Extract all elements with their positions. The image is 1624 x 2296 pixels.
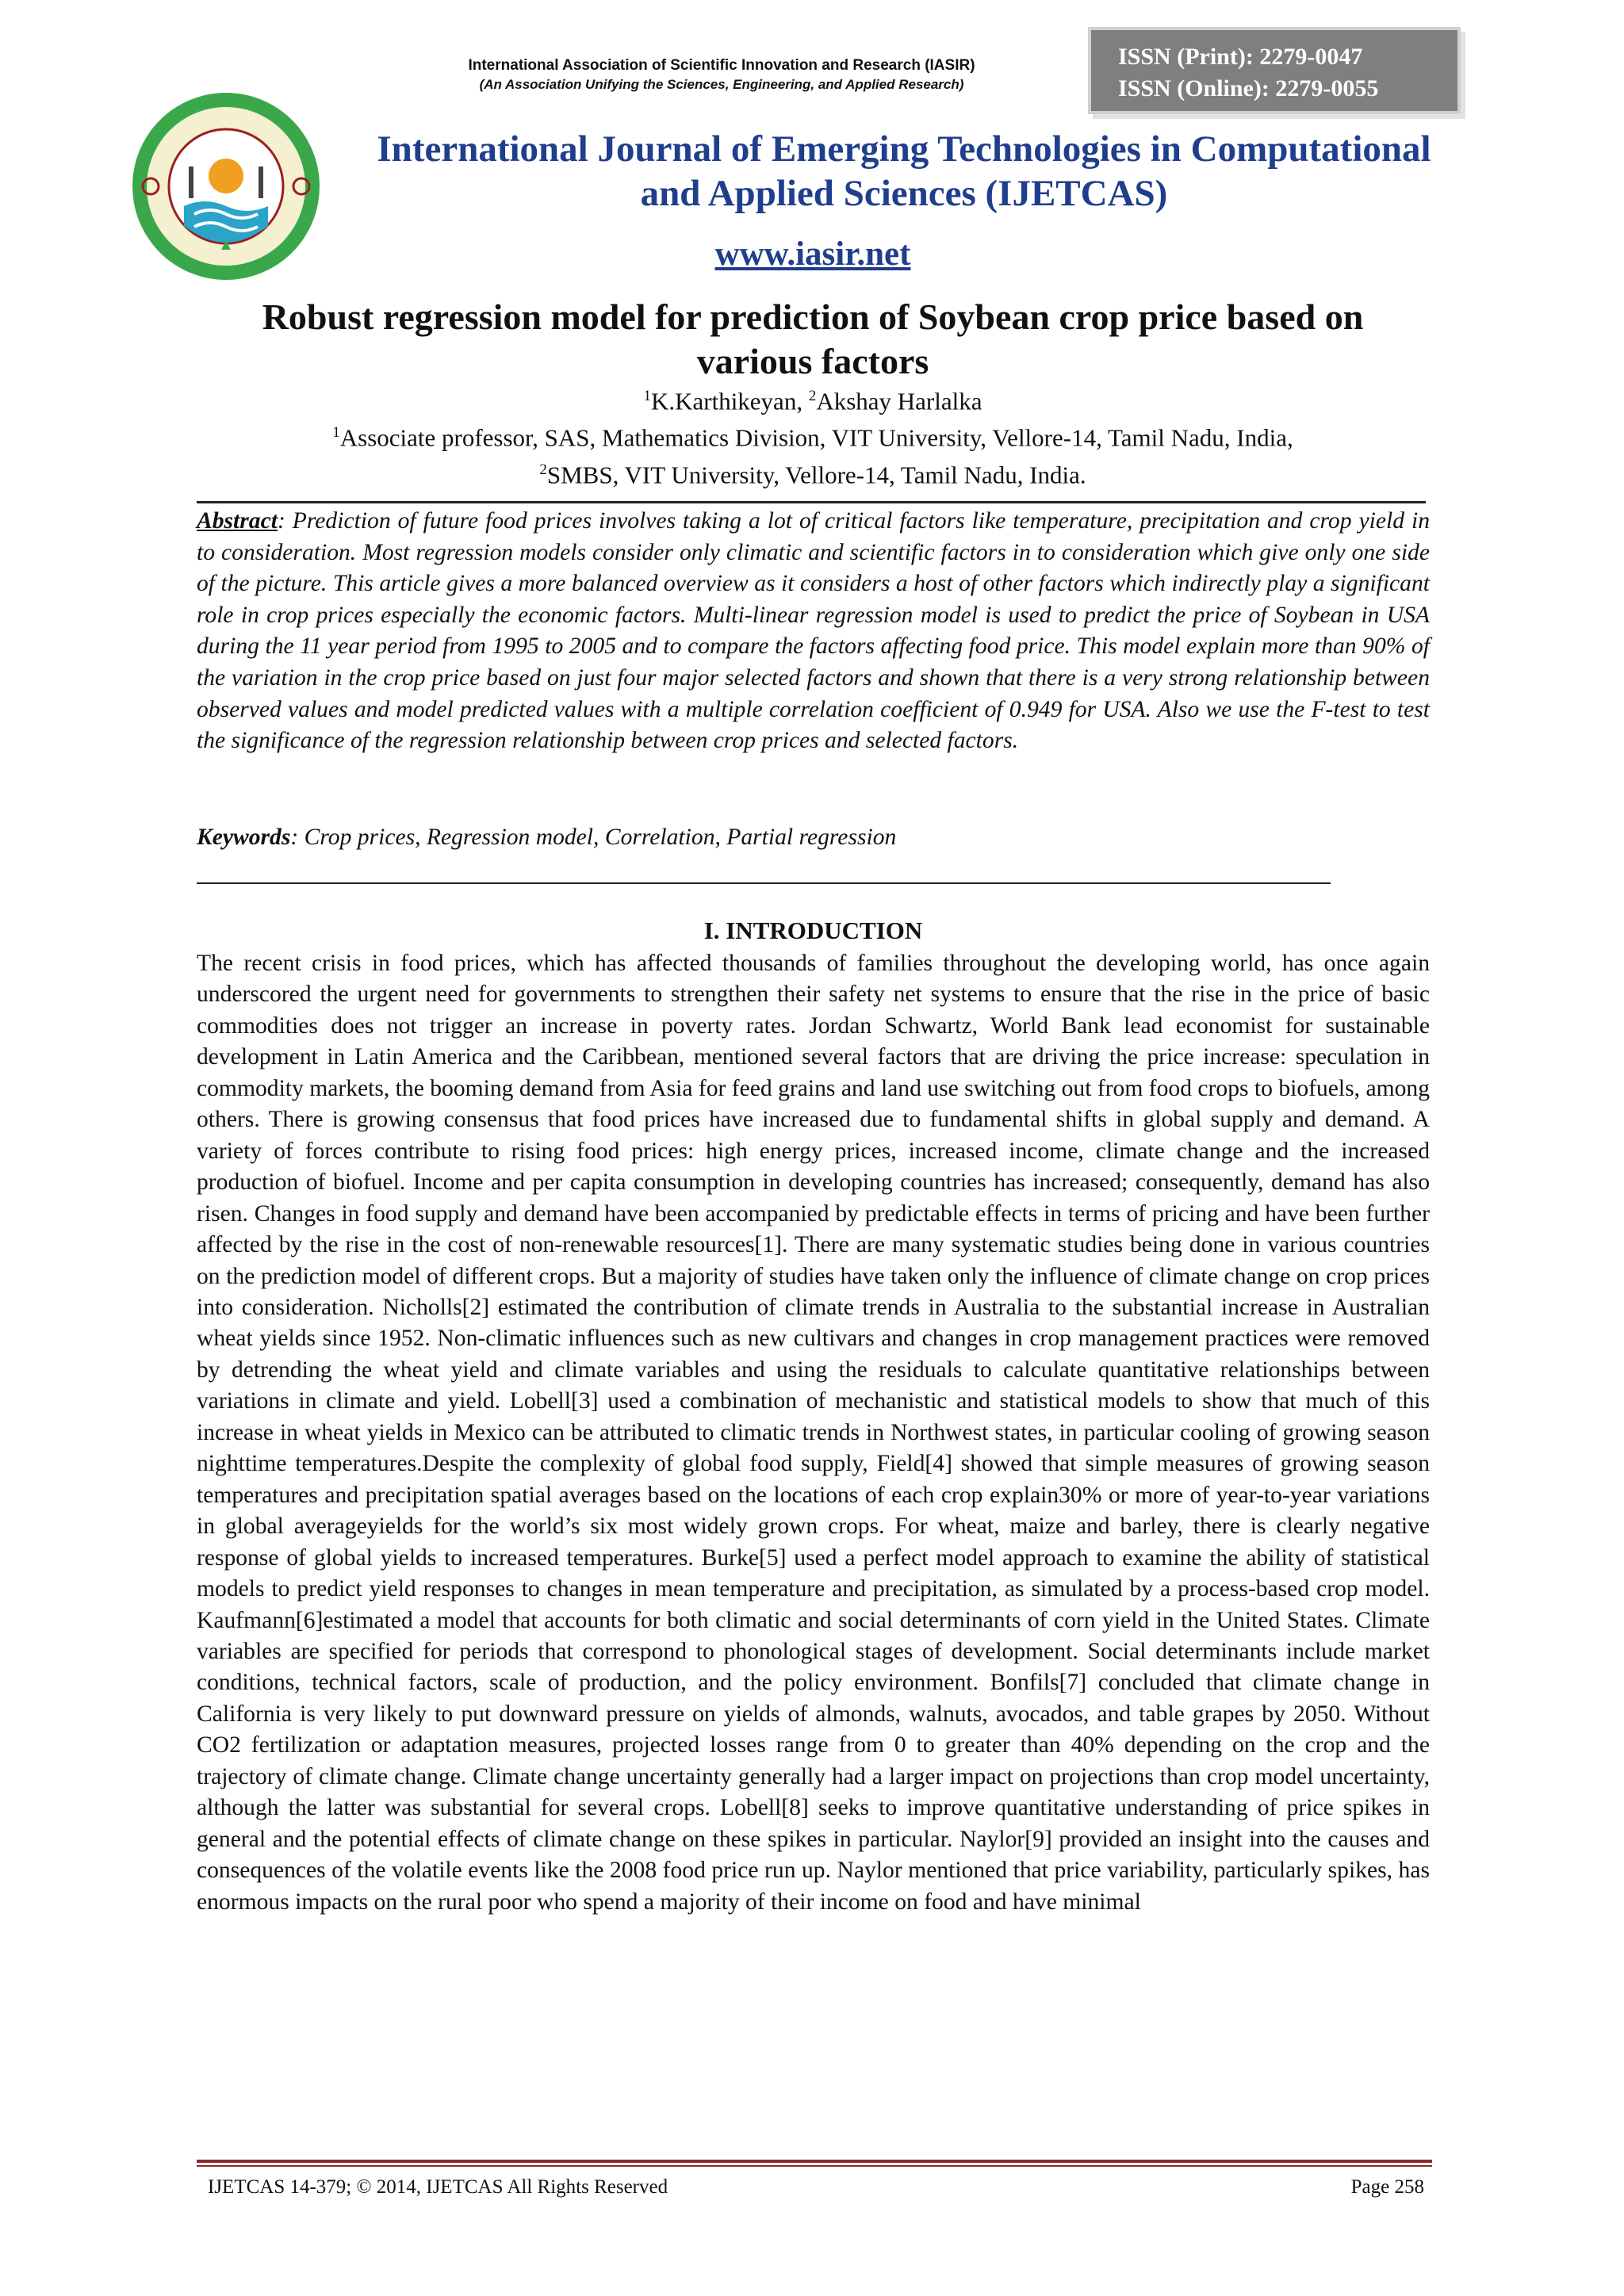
abstract-label: Abstract <box>197 508 278 534</box>
affiliation-2 <box>159 454 1467 491</box>
footer-page-number: Page 258 <box>1350 2176 1424 2198</box>
author2: Akshay Harlalka <box>816 387 982 415</box>
journal-title <box>317 127 1491 216</box>
abstract-text: : Prediction of future food prices involves taking a lot of critical factors like temperature, precipitation and crop yield in to consideration. Most regression models consider only climatic and scientific factors in to consideration which give only one side of the picture. This article gives a more balanced overview as it considers a host of other factors which indirectly play a significant role in crop prices especially the economic factors. Multi-linear regression model is used to predict the price of Soybean in USA during the 11 year period from 1995 to 2005 and to compare the factors affecting food price. This model explain more than 90% of the variation in the crop price based on just four major selected factors and shown that there is a very strong relationship between observed values and model predicted values with a multiple correlation coefficient of 0.949 for USA. Also we use the F-test to test the significance of the regression relationship between crop prices and selected factors. <box>197 508 1430 754</box>
journal-url-link[interactable]: www.iasir.net <box>714 235 911 273</box>
abstract <box>197 506 1430 757</box>
association-header <box>365 55 1078 94</box>
footer-rule-thick <box>197 2160 1432 2163</box>
author2-sup: 2 <box>808 388 817 404</box>
association-subtitle: (An Association Unifying the Sciences, Engineering, and Applied Research) <box>479 77 964 92</box>
affil2-sup: 2 <box>539 461 547 478</box>
author1: K.Karthikeyan, <box>650 387 803 415</box>
author1-sup: 1 <box>643 388 651 404</box>
footer-copyright: IJETCAS 14-379; © 2014, IJETCAS All Rights Reserved <box>208 2176 668 2198</box>
journal-title-line2: and Applied Sciences (IJETCAS) <box>640 173 1168 214</box>
affiliation-1 <box>159 417 1467 453</box>
affil2-text: SMBS, VIT University, Vellore-14, Tamil Nadu, India. <box>546 460 1086 488</box>
abstract-divider <box>197 882 1331 884</box>
author-block <box>159 381 1467 491</box>
paper-title-line1: Robust regression model for prediction of Soybean crop price based on <box>262 297 1364 337</box>
affil1-sup: 1 <box>332 424 340 442</box>
section-heading-introduction: I. INTRODUCTION <box>703 916 923 944</box>
keywords <box>197 821 1430 853</box>
affil1-text: Associate professor, SAS, Mathematics Division, VIT University, Vellore-14, Tamil Nadu, India, <box>339 423 1293 452</box>
association-name: International Association of Scientific Innovation and Research (IASIR) <box>468 57 975 74</box>
keywords-label: Keywords <box>197 825 291 850</box>
author-line <box>159 381 1467 417</box>
paper-title-line2: various factors <box>696 341 929 381</box>
paper-title <box>159 295 1467 384</box>
issn-online: ISSN (Online): 2279-0055 <box>1118 75 1379 101</box>
issn-box <box>1088 27 1461 114</box>
keywords-text: : Crop prices, Regression model, Correlation, Partial regression <box>290 825 897 850</box>
journal-logo-icon <box>127 87 325 285</box>
introduction-body: The recent crisis in food prices, which has affected thousands of families throughout the developing world, has once again underscored the urgent need for governments to strengthen their safety net systems to ensure that the rise in the price of basic commodities does not trigger an increase in poverty rates. Jordan Schwartz, World Bank lead economist for sustainable development in Latin America and the Caribbean, mentioned several factors that are driving the price increase: speculation in commodity markets, the booming demand from Asia for feed grains and land use switching out from food crops to biofuels, among others. There is growing consensus that food prices have increased due to fundamental shifts in global supply and demand. A variety of forces contribute to rising food prices: high energy prices, increased income, climate change and the increased production of biofuel. Income and per capita consumption in developing countries has increased; consequently, demand has also risen. Changes in food supply and demand have been accompanied by predictable effects in terms of pricing and have been further affected by the rise in the cost of non-renewable resources[1]. There are many systematic studies being done in various countries on the prediction model of different crops. But a majority of studies have taken only the influence of climate change on crop prices into consideration. Nicholls[2] estimated the contribution of climate trends in Australia to the substantial increase in Australian wheat yields since 1952. Non-climatic influences such as new cultivars and changes in crop management practices were removed by detrending the wheat yield and climate variables and using the residuals to calculate quantitative relationships between variations in climate and yield. Lobell[3] used a combination of mechanistic and statistical models to show that much of this increase in wheat yields in Mexico can be attributed to climatic trends in Northwest states, in particular cooling of growing season nighttime temperatures.Despite the complexity of global food supply, Field[4] showed that simple measures of growing season temperatures and precipitation spatial averages based on the locations of each crop explain30% or more of year-to-year variations in global averageyields for the world’s six most widely grown crops. For wheat, maize and barley, there is clearly negative response of global yields to increased temperatures. Burke[5] used a perfect model approach to examine the ability of statistical models to predict yield responses to changes in mean temperature and precipitation, as simulated by a process-based crop model. Kaufmann[6]estimated a model that accounts for both climatic and social determinants of corn yield in the United States. Climate variables are specified for periods that correspond to phonological stages of development. Social determinants include market conditions, technical factors, scale of production, and the policy environment. Bonfils[7] concluded that climate change in California is very likely to put downward pressure on yields of almonds, walnuts, avocados, and table grapes by 2050. Without CO2 fertilization or adaptation measures, projected losses range from 0 to greater than 40% depending on the crop and the trajectory of climate change. Climate change uncertainty generally had a larger impact on projections than crop model uncertainty, although the latter was substantial for several crops. Lobell[8] seeks to improve quantitative understanding of price spikes in general and the potential effects of climate change on these spikes in particular. Naylor[9] provided an insight into the causes and consequences of the volatile events like the 2008 food price run up. Naylor mentioned that price variability, particularly spikes, has enormous impacts on the rural poor who spend a majority of their income on food and have minimal <box>197 951 1431 1915</box>
journal-title-line1: International Journal of Emerging Technologies in Computational <box>377 128 1431 170</box>
footer-rule-thin <box>197 2165 1432 2167</box>
issn-print: ISSN (Print): 2279-0047 <box>1118 44 1363 70</box>
title-divider <box>197 501 1426 503</box>
svg-text:▲: ▲ <box>218 236 234 254</box>
